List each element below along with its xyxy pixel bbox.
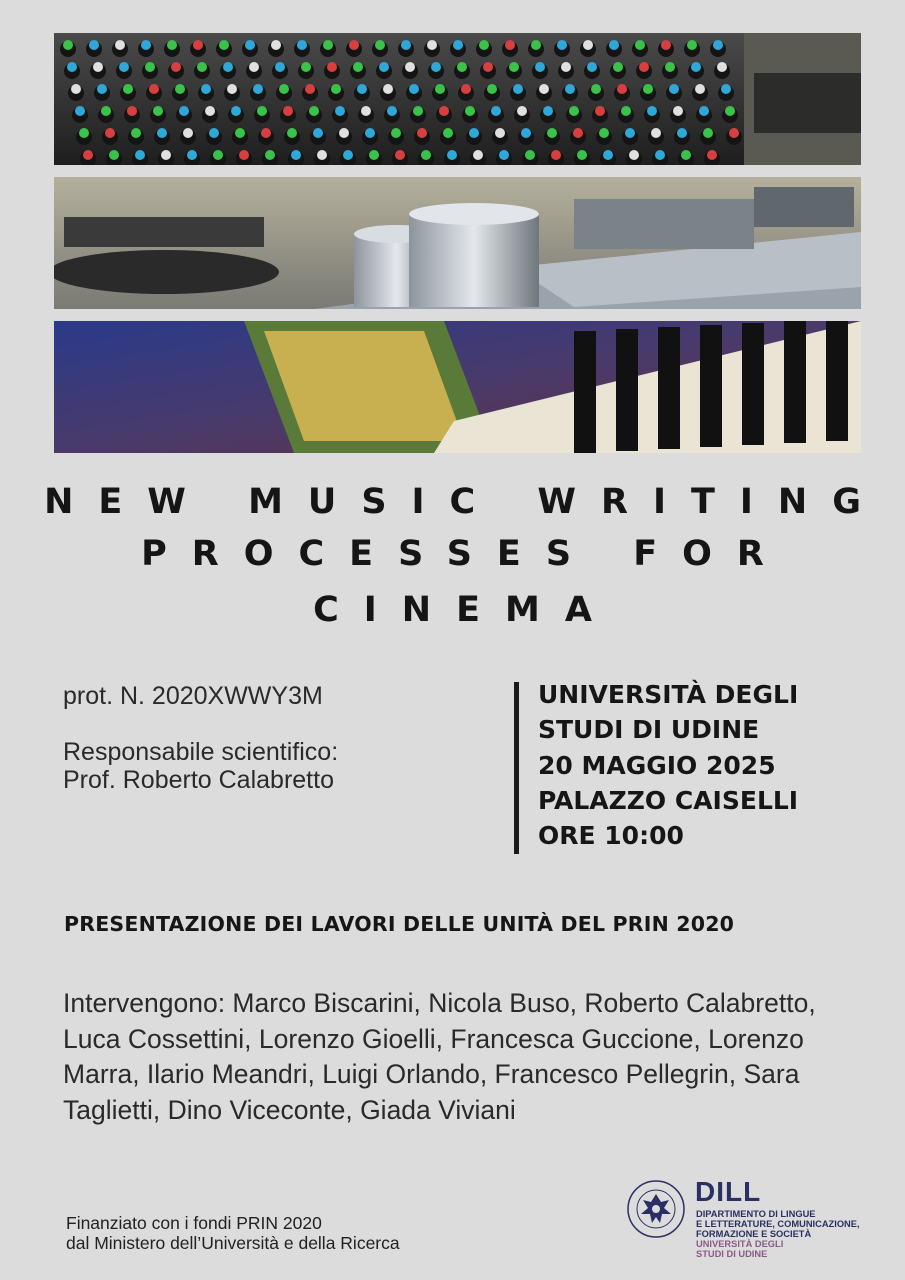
uni-line-2: STUDI DI UDINE [696,1249,768,1259]
dill-logo: DILL [695,1176,762,1207]
mixing-console-image [54,33,861,165]
responsible-label: Responsabile scientifico: [63,738,339,766]
event-time: ORE 10:00 [538,821,684,850]
speakers-list: Intervengono: Marco Biscarini, Nicola Buso, Roberto Calabretto, Luca Cossettini, Lorenzo Gioelli, Francesca Guccione, Lorenzo Marra, Ilario Meandri, Luigi Orlando, Francesco Pellegrin, Sara Taglietti, Dino Viceconte, Giada Viviani [63,988,816,1125]
poster-title-line-2: PROCESSES FOR [141,534,789,574]
vertical-divider [514,682,519,854]
event-location: PALAZZO CAISELLI [538,786,799,815]
event-date: 20 MAGGIO 2025 [538,751,776,780]
project-protocol: prot. N. 2020XWWY3M [63,682,323,710]
poster-title-line-3: CINEMA [313,590,617,630]
keyboard-photo [54,321,861,453]
event-venue-line-1: UNIVERSITÀ DEGLI [538,680,799,709]
tape-recorder-image [54,177,861,309]
event-venue-line-2: STUDI DI UDINE [538,715,760,744]
poster-title-line-1: NEW MUSIC WRITING [44,482,886,522]
keyboard-image [54,321,861,453]
mixing-console-photo [54,33,861,165]
funding-line-1: Finanziato con i fondi PRIN 2020 [66,1213,322,1233]
dept-line-2: E LETTERATURE, COMUNICAZIONE, [696,1219,860,1229]
university-seal-icon [627,1180,685,1238]
dept-line-1: DIPARTIMENTO DI LINGUE [696,1209,816,1219]
presentation-heading: PRESENTAZIONE DEI LAVORI DELLE UNITÀ DEL PRIN 2020 [64,912,735,936]
uni-line-1: UNIVERSITÀ DEGLI [696,1239,784,1249]
responsible-name: Prof. Roberto Calabretto [63,766,334,794]
tape-recorder-photo [54,177,861,309]
dept-line-3: FORMAZIONE E SOCIETÀ [696,1229,812,1239]
funding-line-2: dal Ministero dell’Università e della Ricerca [66,1233,400,1253]
